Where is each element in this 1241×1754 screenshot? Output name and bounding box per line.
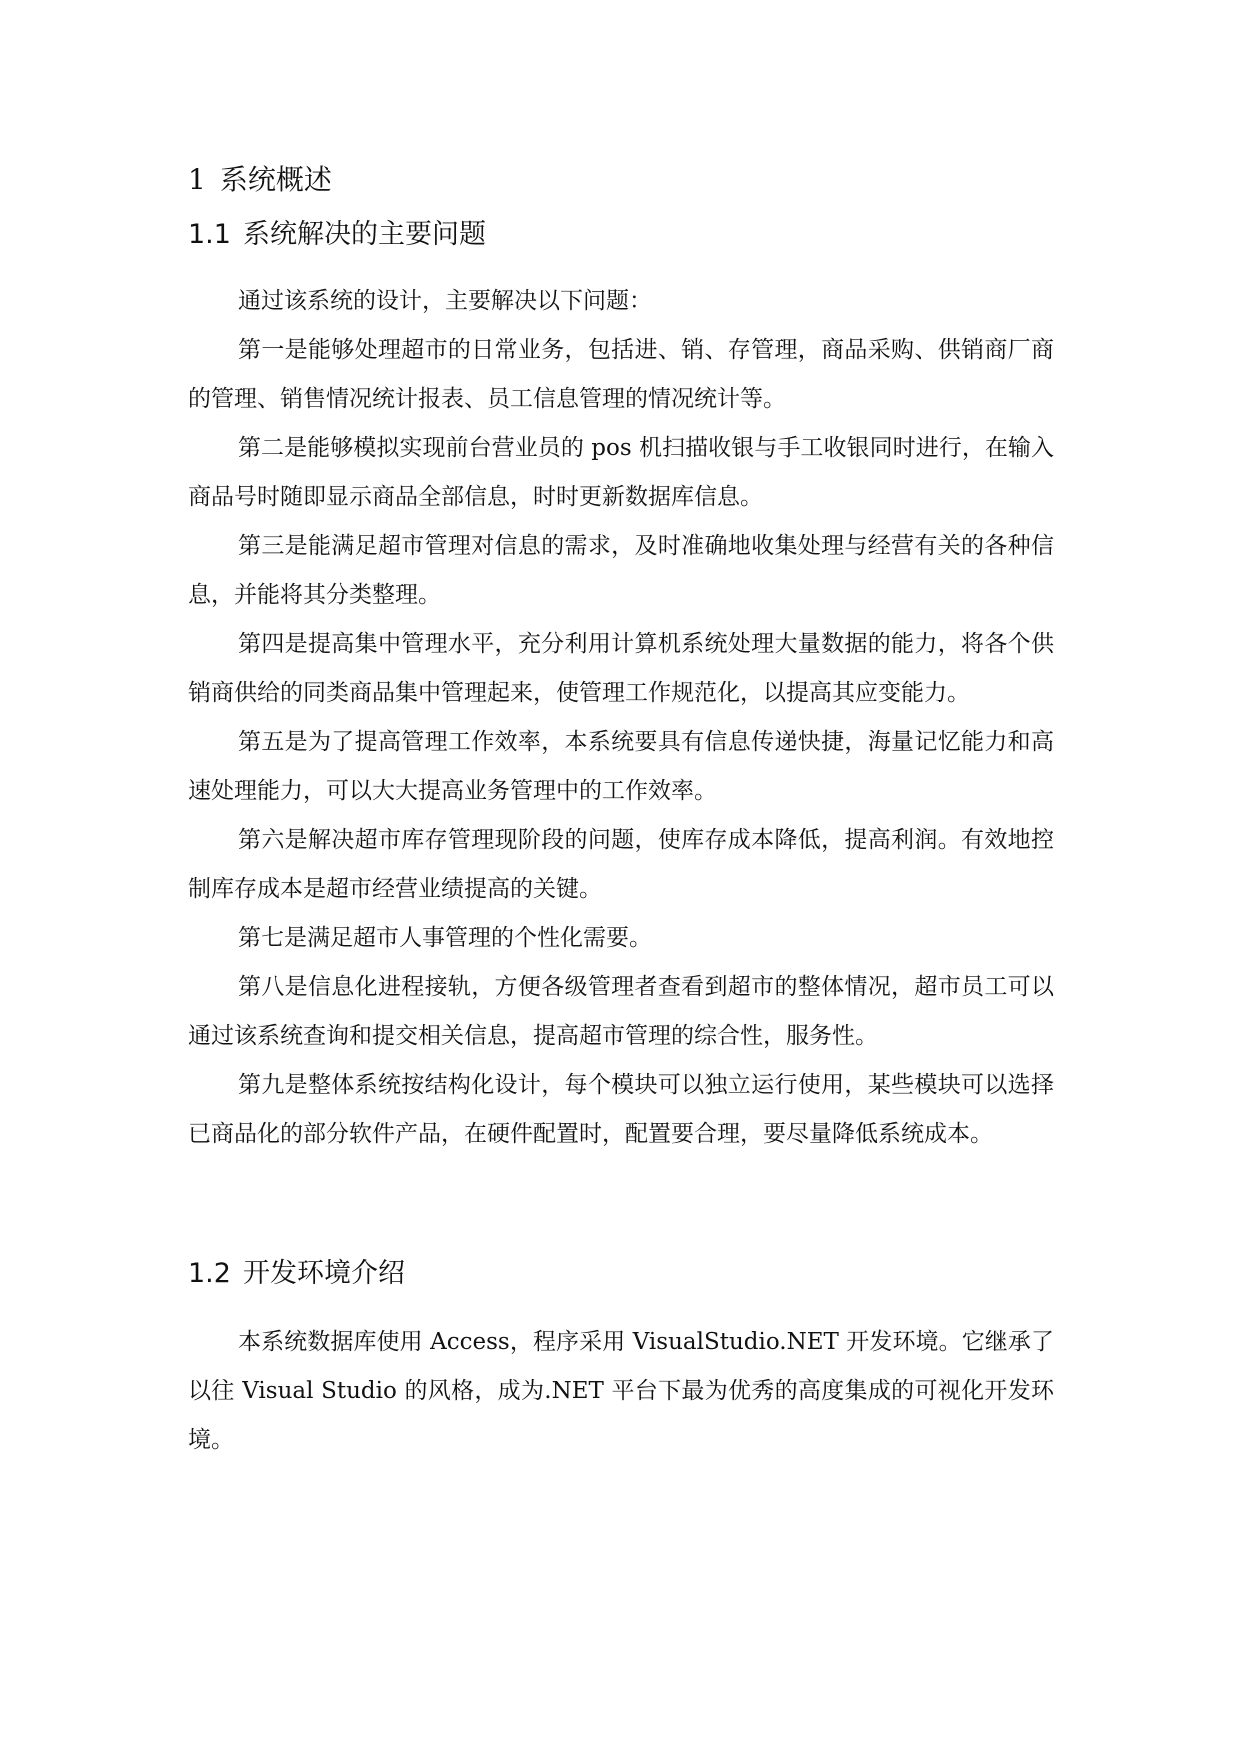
paragraph: 通过该系统的设计，主要解决以下问题： — [238, 288, 652, 314]
paragraph: 第一是能够处理超市的日常业务，包括进、销、存管理，商品采购、供销商厂商的管理、销售情况统计报表、员工信息管理的情况统计等。 — [188, 337, 1054, 412]
section-1-1-body — [188, 277, 1054, 1159]
paragraph: 第八是信息化进程接轨，方便各级管理者查看到超市的整体情况，超市员工可以通过该系统查询和提交相关信息，提高超市管理的综合性，服务性。 — [188, 974, 1054, 1049]
chapter-number: 1 — [188, 163, 206, 196]
section-heading-1-1 — [188, 215, 486, 255]
paragraph: 第五是为了提高管理工作效率，本系统要具有信息传递快捷，海量记忆能力和高速处理能力，可以大大提高业务管理中的工作效率。 — [188, 729, 1054, 804]
paragraph: 第三是能满足超市管理对信息的需求，及时准确地收集处理与经营有关的各种信息，并能将其分类整理。 — [188, 533, 1054, 608]
section-1-2-body — [188, 1318, 1054, 1465]
paragraph: 第六是解决超市库存管理现阶段的问题，使库存成本降低，提高利润。有效地控制库存成本是超市经营业绩提高的关键。 — [188, 827, 1054, 902]
paragraph: 本系统数据库使用 Access，程序采用 VisualStudio.NET 开发环境。它继承了以往 Visual Studio 的风格，成为.NET 平台下最为优秀的高度集成的可视化开发环境。 — [188, 1329, 1054, 1453]
chapter-title: 系统概述 — [219, 163, 332, 196]
section-title: 开发环境介绍 — [242, 1258, 405, 1289]
paragraph: 第七是满足超市人事管理的个性化需要。 — [238, 925, 652, 951]
chapter-heading — [188, 160, 332, 200]
section-number: 1.1 — [188, 219, 231, 250]
paragraph: 第二是能够模拟实现前台营业员的 pos 机扫描收银与手工收银同时进行，在输入商品号时随即显示商品全部信息，时时更新数据库信息。 — [188, 435, 1054, 510]
paragraph: 第九是整体系统按结构化设计，每个模块可以独立运行使用，某些模块可以选择已商品化的部分软件产品，在硬件配置时，配置要合理，要尽量降低系统成本。 — [188, 1072, 1054, 1147]
paragraph: 第四是提高集中管理水平，充分利用计算机系统处理大量数据的能力，将各个供销商供给的同类商品集中管理起来，使管理工作规范化，以提高其应变能力。 — [188, 631, 1054, 706]
section-title: 系统解决的主要问题 — [242, 219, 486, 250]
section-heading-1-2 — [188, 1254, 405, 1294]
section-number: 1.2 — [188, 1258, 231, 1289]
